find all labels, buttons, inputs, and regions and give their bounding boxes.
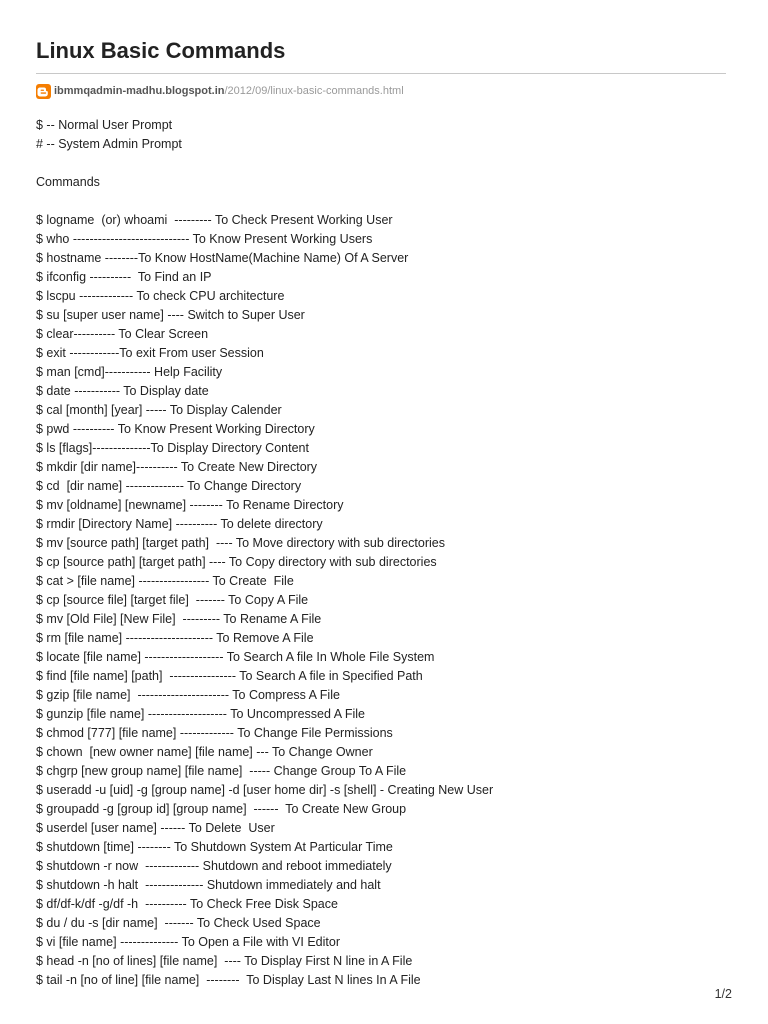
commands-heading: Commands	[36, 175, 100, 189]
command-line: $ groupadd -g [group id] [group name] ------ To Create New Group	[36, 802, 407, 816]
blogger-icon	[36, 84, 51, 99]
command-line: $ date ----------- To Display date	[36, 384, 209, 398]
command-line: $ chgrp [new group name] [file name] ----- Change Group To A File	[36, 764, 407, 778]
command-line: $ cp [source file] [target file] ------- To Copy A File	[36, 593, 309, 607]
prompt-line: $ -- Normal User Prompt	[36, 118, 173, 132]
command-line: $ chown [new owner name] [file name] --- To Change Owner	[36, 745, 373, 759]
command-line: $ tail -n [no of line] [file name] -------- To Display Last N lines In A File	[36, 973, 421, 987]
command-line: $ clear---------- To Clear Screen	[36, 327, 209, 341]
command-line: $ pwd ---------- To Know Present Working Directory	[36, 422, 315, 436]
command-line: $ mv [Old File] [New File] --------- To Rename A File	[36, 612, 322, 626]
command-line: $ ls [flags]--------------To Display Directory Content	[36, 441, 309, 455]
command-line: $ mv [oldname] [newname] -------- To Rename Directory	[36, 498, 344, 512]
command-line: $ vi [file name] -------------- To Open a File with VI Editor	[36, 935, 340, 949]
command-line: $ cd [dir name] -------------- To Change Directory	[36, 479, 302, 493]
command-line: $ gzip [file name] ---------------------- To Compress A File	[36, 688, 340, 702]
blank-line	[36, 192, 736, 211]
source-line[interactable]	[36, 82, 404, 100]
command-line: $ cat > [file name] ----------------- To Create File	[36, 574, 294, 588]
command-line: $ hostname --------To Know HostName(Machine Name) Of A Server	[36, 251, 409, 265]
command-line: $ find [file name] [path] ---------------- To Search A file in Specified Path	[36, 669, 423, 683]
source-domain-link[interactable]: ibmmqadmin-madhu.blogspot.in	[54, 85, 225, 97]
title-divider	[36, 73, 726, 74]
command-line: $ du / du -s [dir name] ------- To Check Used Space	[36, 916, 321, 930]
command-line: $ rm [file name] --------------------- To Remove A File	[36, 631, 314, 645]
document-body	[36, 116, 736, 990]
command-line: $ shutdown -h halt -------------- Shutdown immediately and halt	[36, 878, 381, 892]
command-line: $ mv [source path] [target path] ---- To Move directory with sub directories	[36, 536, 445, 550]
source-path-link[interactable]: /2012/09/linux-basic-commands.html	[224, 85, 404, 97]
command-line: $ who ---------------------------- To Know Present Working Users	[36, 232, 373, 246]
command-line: $ shutdown -r now ------------- Shutdown and reboot immediately	[36, 859, 392, 873]
blank-line	[36, 154, 736, 173]
command-line: $ userdel [user name] ------ To Delete User	[36, 821, 275, 835]
prompt-line: # -- System Admin Prompt	[36, 137, 182, 151]
command-line: $ logname (or) whoami --------- To Check Present Working User	[36, 213, 393, 227]
command-line: $ head -n [no of lines] [file name] ---- To Display First N line in A File	[36, 954, 413, 968]
command-line: $ su [super user name] ---- Switch to Super User	[36, 308, 305, 322]
command-line: $ cal [month] [year] ----- To Display Calender	[36, 403, 282, 417]
command-line: $ mkdir [dir name]---------- To Create New Directory	[36, 460, 318, 474]
command-line: $ man [cmd]----------- Help Facility	[36, 365, 223, 379]
command-list	[36, 211, 736, 990]
page-number: 1/2	[714, 987, 732, 1001]
command-line: $ lscpu ------------- To check CPU architecture	[36, 289, 285, 303]
command-line: $ exit ------------To exit From user Session	[36, 346, 264, 360]
command-line: $ locate [file name] ------------------- To Search A file In Whole File System	[36, 650, 435, 664]
command-line: $ useradd -u [uid] -g [group name] -d [user home dir] -s [shell] - Creating New User	[36, 783, 494, 797]
command-line: $ df/df-k/df -g/df -h ---------- To Check Free Disk Space	[36, 897, 338, 911]
command-line: $ cp [source path] [target path] ---- To Copy directory with sub directories	[36, 555, 437, 569]
page-title: Linux Basic Commands	[36, 38, 286, 63]
command-line: $ ifconfig ---------- To Find an IP	[36, 270, 212, 284]
command-line: $ gunzip [file name] ------------------- To Uncompressed A File	[36, 707, 365, 721]
command-line: $ shutdown [time] -------- To Shutdown System At Particular Time	[36, 840, 393, 854]
command-line: $ rmdir [Directory Name] ---------- To delete directory	[36, 517, 323, 531]
command-line: $ chmod [777] [file name] ------------- To Change File Permissions	[36, 726, 393, 740]
